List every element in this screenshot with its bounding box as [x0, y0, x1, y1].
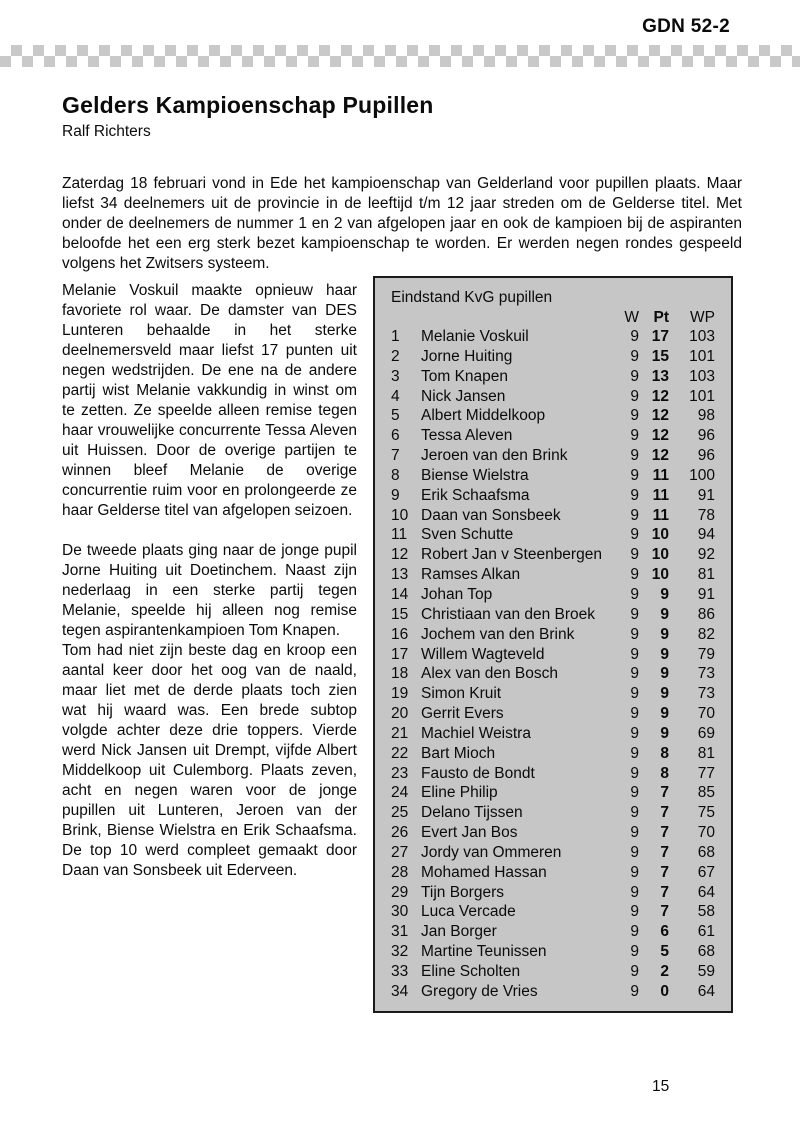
table-row: [391, 565, 715, 585]
table-row: [391, 506, 715, 526]
table-row: [391, 922, 715, 942]
player-wp: 101: [689, 347, 715, 365]
standings-body: [391, 327, 715, 1002]
player-name: Ramses Alkan: [421, 566, 521, 584]
player-points: 9: [660, 605, 669, 623]
standings-box: [373, 276, 733, 1013]
player-wp: 64: [697, 982, 715, 1000]
player-games: 9: [630, 963, 639, 980]
player-points: 12: [651, 407, 669, 425]
table-row: [391, 367, 715, 387]
player-rank: 1: [391, 328, 400, 345]
player-name: Evert Jan Bos: [421, 824, 518, 842]
player-points: 0: [660, 982, 669, 1000]
player-wp: 103: [689, 328, 715, 345]
table-row: [391, 664, 715, 684]
player-name: Jan Borger: [421, 923, 497, 941]
player-name: Johan Top: [421, 585, 493, 603]
player-points: 7: [660, 824, 669, 842]
player-wp: 77: [697, 764, 715, 782]
player-games: 9: [630, 486, 639, 504]
player-points: 10: [651, 526, 669, 544]
player-rank: 15: [391, 605, 409, 623]
wp-column-header: WP: [690, 309, 715, 326]
player-wp: 81: [697, 566, 715, 584]
player-wp: 58: [697, 903, 715, 921]
player-points: 5: [660, 943, 669, 961]
table-row: [391, 645, 715, 665]
player-games: 9: [630, 923, 639, 941]
player-points: 9: [660, 705, 669, 723]
player-points: 12: [651, 447, 669, 465]
player-rank: 12: [391, 546, 409, 564]
player-points: 7: [660, 903, 669, 921]
player-rank: 9: [391, 486, 400, 504]
table-row: [391, 823, 715, 843]
player-games: 9: [630, 843, 639, 861]
name-column-header: [421, 309, 613, 327]
table-row: [391, 486, 715, 506]
player-points: 17: [651, 328, 669, 345]
table-row: [391, 982, 715, 1002]
player-rank: 17: [391, 645, 409, 663]
player-rank: 19: [391, 685, 409, 703]
table-row: [391, 625, 715, 645]
player-games: 9: [630, 347, 639, 365]
player-name: Gregory de Vries: [421, 982, 538, 1000]
player-wp: 64: [697, 883, 715, 901]
player-wp: 85: [697, 784, 715, 802]
player-wp: 68: [697, 943, 715, 961]
player-games: 9: [630, 982, 639, 1000]
player-name: Melanie Voskuil: [421, 328, 529, 345]
player-rank: 14: [391, 585, 409, 603]
player-rank: 25: [391, 804, 409, 822]
player-rank: 34: [391, 982, 409, 1000]
player-games: 9: [630, 427, 639, 445]
player-name: Martine Teunissen: [421, 943, 547, 961]
player-name: Jeroen van den Brink: [421, 447, 568, 465]
player-rank: 7: [391, 447, 400, 465]
player-games: 9: [630, 824, 639, 842]
table-row: [391, 843, 715, 863]
player-points: 2: [660, 963, 669, 980]
player-wp: 73: [697, 685, 715, 703]
player-rank: 10: [391, 506, 409, 524]
table-row: [391, 863, 715, 883]
rank-column-header: [391, 309, 421, 327]
player-points: 10: [651, 566, 669, 584]
player-name: Tom Knapen: [421, 367, 509, 385]
player-rank: 5: [391, 407, 400, 425]
player-games: 9: [630, 526, 639, 544]
player-games: 9: [630, 407, 639, 425]
player-games: 9: [630, 665, 639, 683]
player-name: Bart Mioch: [421, 744, 496, 762]
player-games: 9: [630, 685, 639, 703]
player-games: 9: [630, 506, 639, 524]
player-games: 9: [630, 328, 639, 345]
player-points: 7: [660, 883, 669, 901]
player-points: 12: [651, 387, 669, 405]
player-rank: 3: [391, 367, 400, 385]
player-points: 8: [660, 764, 669, 782]
player-name: Erik Schaafsma: [421, 486, 530, 504]
player-rank: 6: [391, 427, 400, 445]
player-rank: 21: [391, 724, 409, 742]
player-rank: 33: [391, 963, 409, 980]
table-row: [391, 962, 715, 982]
table-row: [391, 426, 715, 446]
table-row: [391, 446, 715, 466]
player-name: Mohamed Hassan: [421, 863, 547, 881]
player-rank: 29: [391, 883, 409, 901]
player-games: 9: [630, 546, 639, 564]
player-wp: 78: [697, 506, 715, 524]
pt-column-header: Pt: [653, 309, 669, 326]
player-name: Tijn Borgers: [421, 883, 504, 901]
standings-header-row: [391, 309, 715, 327]
player-wp: 98: [697, 407, 715, 425]
player-name: Fausto de Bondt: [421, 764, 535, 782]
player-name: Simon Kruit: [421, 685, 502, 703]
player-name: Daan van Sonsbeek: [421, 506, 561, 524]
player-rank: 24: [391, 784, 409, 802]
player-rank: 23: [391, 764, 409, 782]
table-row: [391, 902, 715, 922]
table-row: [391, 942, 715, 962]
player-wp: 79: [697, 645, 715, 663]
player-name: Jochem van den Brink: [421, 625, 575, 643]
player-rank: 30: [391, 903, 409, 921]
player-games: 9: [630, 387, 639, 405]
player-wp: 70: [697, 824, 715, 842]
table-row: [391, 387, 715, 407]
player-points: 15: [651, 347, 669, 365]
player-games: 9: [630, 883, 639, 901]
player-rank: 13: [391, 566, 409, 584]
player-name: Gerrit Evers: [421, 705, 504, 723]
table-row: [391, 744, 715, 764]
table-row: [391, 605, 715, 625]
table-row: [391, 347, 715, 367]
player-wp: 59: [697, 963, 715, 980]
player-wp: 68: [697, 843, 715, 861]
player-games: 9: [630, 367, 639, 385]
table-row: [391, 783, 715, 803]
player-games: 9: [630, 804, 639, 822]
player-points: 9: [660, 685, 669, 703]
player-name: Nick Jansen: [421, 387, 506, 405]
player-wp: 70: [697, 705, 715, 723]
table-row: [391, 525, 715, 545]
player-games: 9: [630, 447, 639, 465]
player-games: 9: [630, 863, 639, 881]
player-points: 9: [660, 645, 669, 663]
table-row: [391, 704, 715, 724]
player-wp: 73: [697, 665, 715, 683]
player-wp: 91: [697, 486, 715, 504]
table-row: [391, 545, 715, 565]
article-title: Gelders Kampioenschap Pupillen: [62, 92, 434, 118]
table-row: [391, 466, 715, 486]
player-name: Albert Middelkoop: [421, 407, 546, 425]
player-games: 9: [630, 605, 639, 623]
intro-paragraph: Zaterdag 18 februari vond in Ede het kampioenschap van Gelderland voor pupillen plaats. Maar liefst 34 deelnemers uit de provincie in de leeftijd t/m 12 jaar streden om de Gelderse titel. Met onder de deelnemers de nummer 1 en 2 van afgelopen jaar en ook de kampioen bij de aspiranten beloofde het een erg sterk bezet kampioenschap te worden. Er werden negen rondes gespeeld volgens het Zwitsers systeem.: [62, 174, 742, 272]
player-wp: 101: [689, 387, 715, 405]
table-row: [391, 406, 715, 426]
w-column-header: W: [624, 309, 639, 326]
player-rank: 32: [391, 943, 409, 961]
player-points: 10: [651, 546, 669, 564]
player-points: 11: [652, 506, 669, 524]
player-rank: 22: [391, 744, 409, 762]
player-name: Willem Wagteveld: [421, 645, 545, 663]
player-name: Eline Scholten: [421, 963, 521, 980]
player-wp: 103: [689, 367, 715, 385]
player-rank: 20: [391, 705, 409, 723]
player-games: 9: [630, 466, 639, 484]
player-wp: 100: [689, 466, 715, 484]
player-wp: 81: [697, 744, 715, 762]
player-games: 9: [630, 943, 639, 961]
player-rank: 8: [391, 466, 400, 484]
article-author: Ralf Richters: [62, 123, 151, 140]
player-points: 8: [660, 744, 669, 762]
player-wp: 86: [697, 605, 715, 623]
body-paragraph-1: Melanie Voskuil maakte opnieuw haar favoriete rol waar. De damster van DES Lunteren behaalde in het sterke deelnemersveld maar liefst 17 punten uit negen wedstrijden. De ene na de andere partij wist Melanie vakkundig in winst om te zetten. Ze speelde alleen remise tegen haar vrouwelijke concurrente Tessa Aleven uit Huissen. Door de overige partijen te winnen bleef Melanie de overige concurrentie ruim voor en prolongeerde ze haar Gelderse titel van afgelopen seizoen.: [62, 282, 357, 519]
player-rank: 18: [391, 665, 409, 683]
player-name: Robert Jan v Steenbergen: [421, 546, 602, 564]
player-games: 9: [630, 705, 639, 723]
player-games: 9: [630, 784, 639, 802]
player-rank: 11: [391, 526, 408, 544]
player-games: 9: [630, 625, 639, 643]
player-points: 9: [660, 585, 669, 603]
player-name: Eline Philip: [421, 784, 498, 802]
player-points: 9: [660, 724, 669, 742]
table-row: [391, 803, 715, 823]
player-name: Biense Wielstra: [421, 466, 529, 484]
player-name: Tessa Aleven: [421, 427, 513, 445]
table-row: [391, 883, 715, 903]
table-row: [391, 724, 715, 744]
player-wp: 94: [697, 526, 715, 544]
player-name: Sven Schutte: [421, 526, 514, 544]
player-points: 7: [660, 784, 669, 802]
player-games: 9: [630, 724, 639, 742]
player-name: Alex van den Bosch: [421, 665, 559, 683]
player-wp: 92: [697, 546, 715, 564]
player-name: Delano Tijssen: [421, 804, 523, 822]
player-points: 9: [660, 665, 669, 683]
player-points: 9: [660, 625, 669, 643]
player-points: 6: [660, 923, 669, 941]
checkerboard-divider: [0, 45, 800, 67]
player-wp: 67: [697, 863, 715, 881]
player-points: 7: [660, 863, 669, 881]
article-body-column: [62, 281, 357, 881]
standings-title: Eindstand KvG pupillen: [391, 289, 553, 306]
table-row: [391, 684, 715, 704]
player-wp: 69: [697, 724, 715, 742]
player-wp: 96: [697, 447, 715, 465]
player-points: 7: [660, 843, 669, 861]
page-number: 15: [652, 1078, 670, 1095]
body-paragraph-2: De tweede plaats ging naar de jonge pupil Jorne Huiting uit Doetinchem. Naast zijn nederlaag in een sterke partij tegen Melanie, speelde hij alleen nog remise tegen aspirantenkampioen Tom Knapen.: [62, 542, 357, 639]
player-rank: 28: [391, 863, 409, 881]
player-name: Jordy van Ommeren: [421, 843, 562, 861]
player-rank: 31: [391, 923, 409, 941]
player-rank: 26: [391, 824, 409, 842]
player-points: 12: [651, 427, 669, 445]
player-name: Luca Vercade: [421, 903, 516, 921]
player-wp: 75: [697, 804, 715, 822]
table-row: [391, 327, 715, 347]
player-rank: 16: [391, 625, 409, 643]
player-games: 9: [630, 645, 639, 663]
player-points: 11: [652, 486, 669, 504]
player-name: Christiaan van den Broek: [421, 605, 596, 623]
player-points: 7: [660, 804, 669, 822]
player-games: 9: [630, 764, 639, 782]
standings-table: [391, 309, 715, 1002]
player-games: 9: [630, 744, 639, 762]
player-games: 9: [630, 903, 639, 921]
page-header-label: GDN 52-2: [642, 16, 730, 37]
player-name: Jorne Huiting: [421, 347, 513, 365]
player-wp: 96: [697, 427, 715, 445]
player-rank: 2: [391, 347, 400, 365]
player-rank: 27: [391, 843, 409, 861]
player-wp: 91: [697, 585, 715, 603]
player-points: 13: [651, 367, 669, 385]
player-games: 9: [630, 566, 639, 584]
player-rank: 4: [391, 387, 400, 405]
player-wp: 61: [697, 923, 715, 941]
player-points: 11: [652, 466, 669, 484]
player-games: 9: [630, 585, 639, 603]
player-wp: 82: [697, 625, 715, 643]
table-row: [391, 764, 715, 784]
table-row: [391, 585, 715, 605]
body-paragraph-3: Tom had niet zijn beste dag en kroop een aantal keer door het oog van de naald, maar liet met de derde plaats toch zien wat hij waard was. Een brede subtop volgde achter deze drie toppers. Vierde werd Nick Jansen uit Drempt, vijfde Albert Middelkoop uit Culemborg. Plaats zeven, acht en negen waren voor de jonge pupillen uit Lunteren, Jeroen van der Brink, Biense Wielstra en Erik Schaafsma. De top 10 werd compleet gemaakt door Daan van Sonsbeek uit Ederveen.: [62, 642, 357, 879]
player-name: Machiel Weistra: [421, 724, 531, 742]
